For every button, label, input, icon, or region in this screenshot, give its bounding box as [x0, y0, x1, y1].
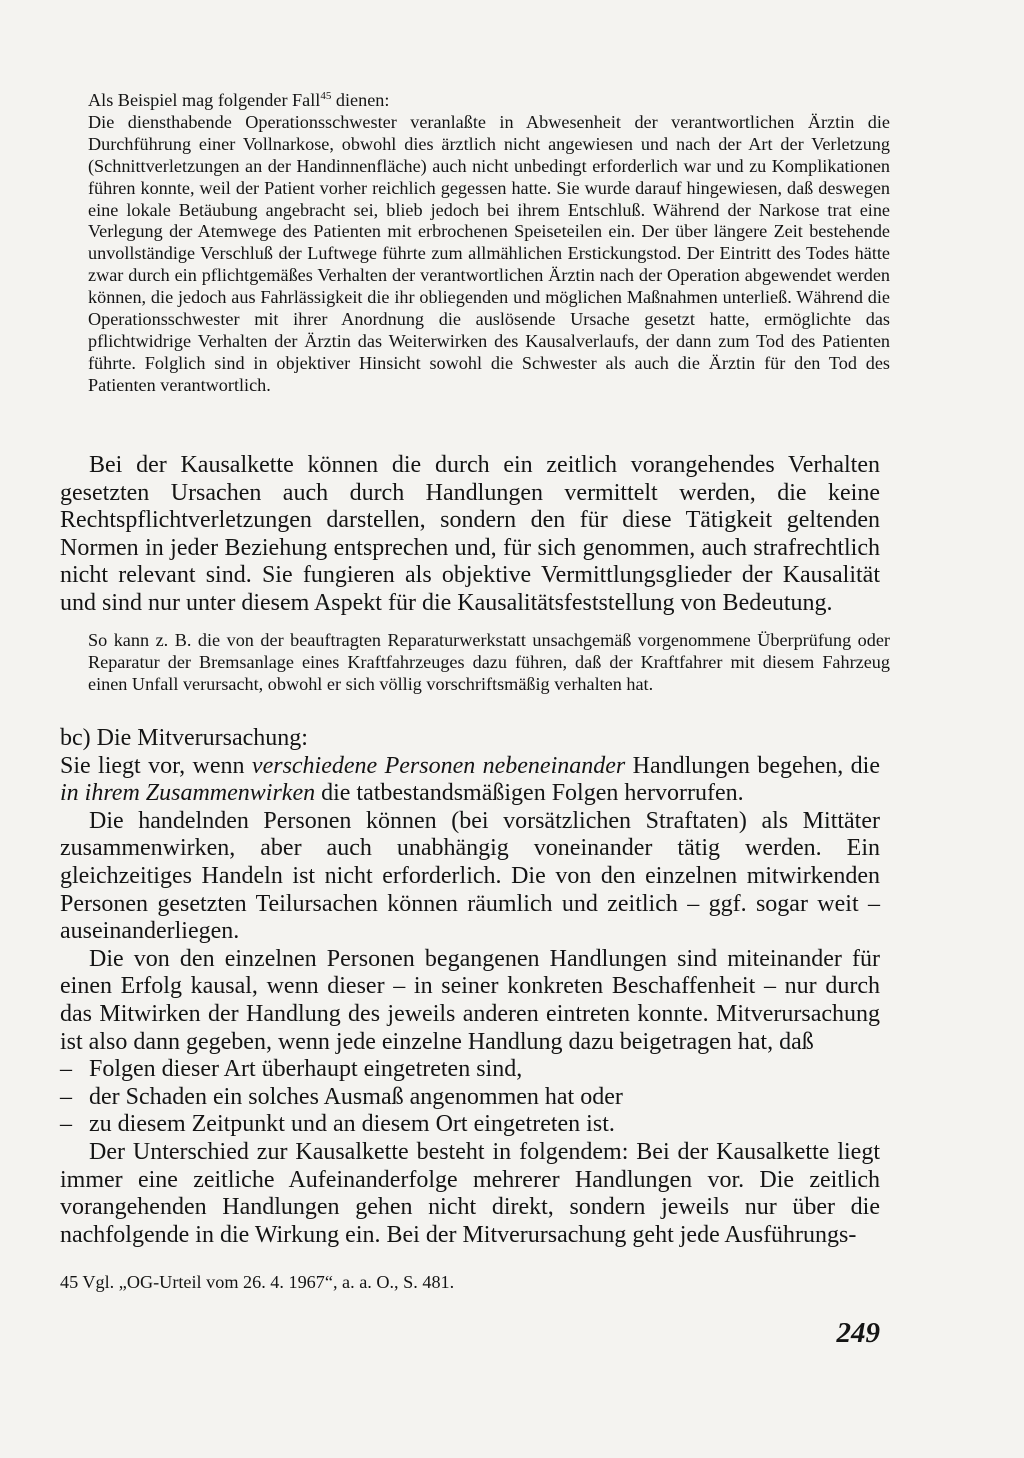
list-item-text: Folgen dieser Art überhaupt eingetreten sind,: [89, 1056, 523, 1083]
paragraph-mittaeter: Die handelnden Personen können (bei vorsätzlichen Straftaten) als Mittäter zusammenwirken, aber auch unabhängig voneinander tätig werden. Ein gleichzeitiges Handeln ist nicht erforderlich. Die von den einzelnen mitwirkenden Personen gesetzten Teilursachen können räumlich und zeitlich – ggf. sogar weit – auseinanderliegen.: [60, 807, 880, 945]
brake-example-block: [88, 630, 890, 696]
list-item: [60, 1056, 880, 1084]
footnote-reference: 45: [320, 89, 332, 102]
case-example-text: Die diensthabende Operationsschwester veranlaßte in Abwesenheit der verantwortlichen Ärztin die Durchführung einer Vollnarkose, obwohl dies ärztlich nicht angewiesen und nach der Art der Verletzung (Schnittverletzungen an der Handinnenfläche) auch nicht unbedingt erforderlich war und zu Komplikationen führen konnte, weil der Patient vorher reichlich gegessen hatte. Sie wurde darauf hingewiesen, daß deswegen eine lokale Betäubung angebracht sei, blieb jedoch bei ihrem Entschluß. Während der Narkose trat eine Verlegung der Atemwege des Patienten mit erbrochenen Speiseteilen ein. Der über längere Zeit bestehende unvollständige Verschluß der Luftwege führte zum allmählichen Erstickungstod. Der Eintritt des Todes hätte zwar durch ein pflichtgemäßes Verhalten der verantwortlichen Ärztin nach der Operation abgewendet werden können, die jedoch aus Fahrlässigkeit die ihr obliegenden und möglichen Maßnahmen unterließ. Während die Operationsschwester mit ihrer Anordnung die auslösende Ursache gesetzt hatte, ermöglichte das pflichtwidrige Verhalten der Ärztin das Weiterwirken des Kausalverlaufs, der dann zum Tod des Patienten führte. Folglich sind in objektiver Hinsicht sowohl die Schwester als auch die Ärztin für den Tod des Patienten verantwortlich.: [88, 111, 890, 395]
case-example-intro: [88, 90, 890, 112]
dash-marker: –: [60, 1111, 72, 1138]
footnote: 45 Vgl. „OG-Urteil vom 26. 4. 1967“, a. a. O., S. 481.: [60, 1272, 455, 1292]
list-item: [60, 1111, 880, 1139]
section-heading: bc) Die Mitverursachung:: [60, 725, 308, 751]
definition-text-1: Sie liegt vor, wenn: [60, 752, 252, 779]
definition-paragraph: [60, 753, 880, 808]
case-example-block: [88, 90, 890, 397]
list-item-text: der Schaden ein solches Ausmaß angenommen hat oder: [89, 1083, 623, 1110]
page-number: 249: [836, 1317, 880, 1349]
definition-text-2: Handlungen begehen, die: [625, 752, 880, 779]
definition-emphasis-1: verschiedene Personen nebeneinander: [251, 752, 626, 779]
brake-example-text: So kann z. B. die von der beauftragten Reparaturwerkstatt unsachgemäß vorgenommene Überprüfung oder Reparatur der Bremsanlage eines Kraftfahrzeuges dazu führen, daß der Kraftfahrer mit diesem Fahrzeug einen Unfall verursacht, obwohl er sich völlig vorschriftsmäßig verhalten hat.: [88, 630, 890, 694]
case-example-intro-end: dienen:: [331, 90, 390, 110]
definition-text-3: die tatbestandsmäßigen Folgen hervorrufen.: [315, 780, 744, 807]
list-item: [60, 1084, 880, 1112]
mitverursachung-section: [60, 725, 880, 1249]
case-example-intro-text: Als Beispiel mag folgender Fall: [88, 90, 321, 110]
paragraph-kausal: Die von den einzelnen Personen begangenen Handlungen sind miteinander für einen Erfolg kausal, wenn dieser – in seiner konkreten Beschaffenheit – nur durch das Mitwirken der Handlung des jeweils anderen eintreten konnte. Mitverursachung ist also dann gegeben, wenn jede einzelne Handlung dazu beigetragen hat, daß: [60, 945, 880, 1055]
list-item-text: zu diesem Zeitpunkt und an diesem Ort eingetreten ist.: [89, 1111, 615, 1138]
kausalkette-section: [60, 452, 880, 618]
paragraph-unterschied: Der Unterschied zur Kausalkette besteht in folgendem: Bei der Kausalkette liegt immer eine zeitliche Aufeinanderfolge mehrerer Handlungen vor. Die zeitlich vorangehenden Handlungen gehen nicht direkt, sondern jeweils nur über die nachfolgende in die Wirkung ein. Bei der Mitverursachung geht jede Ausführungs-: [60, 1138, 880, 1248]
dash-marker: –: [60, 1056, 72, 1083]
kausalkette-paragraph: Bei der Kausalkette können die durch ein zeitlich vorangehendes Verhalten gesetzten Ursachen auch durch Handlungen vermittelt werden, die keine Rechtspflichtverletzungen darstellen, sondern den für diese Tätigkeit geltenden Normen in jeder Beziehung entsprechen und, für sich genommen, auch strafrechtlich nicht relevant sind. Sie fungieren als objektive Vermittlungsglieder der Kausalität und sind nur unter diesem Aspekt für die Kausalitätsfeststellung von Bedeutung.: [60, 452, 880, 616]
dash-marker: –: [60, 1083, 72, 1110]
definition-emphasis-2: in ihrem Zusammenwirken: [60, 780, 316, 807]
condition-list: [60, 1056, 880, 1139]
